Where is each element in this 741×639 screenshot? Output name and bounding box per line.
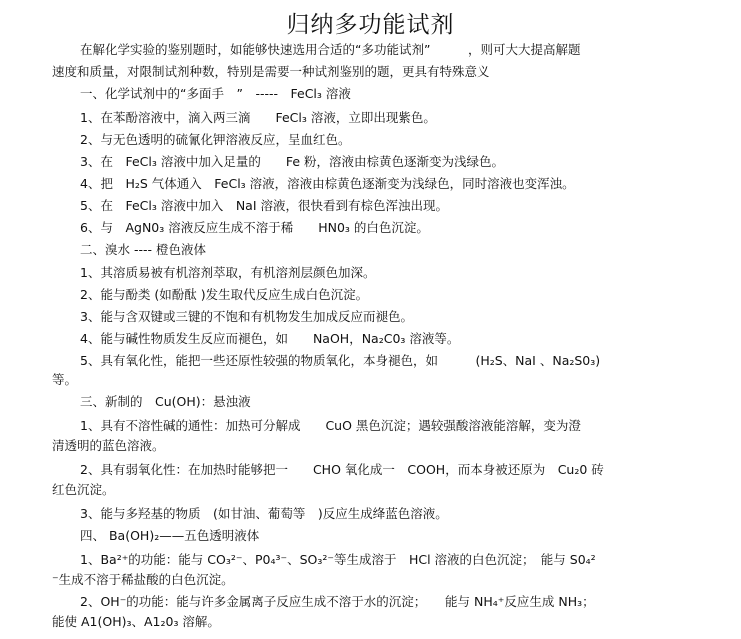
list-item: 2、能与酚类 (如酚酞 )发生取代反应生成白色沉淀。 [80, 287, 369, 302]
list-item: 2、OH⁻的功能：能与许多金属离子反应生成不溶于水的沉淀； 能与 NH₄⁺反应生成 NH₃； [80, 594, 595, 609]
section-heading-cu-oh: 三、新制的 Cu(OH)：悬浊液 [80, 394, 251, 409]
section-heading-bromine-water: 二、溴水 ---- 橙色液体 [80, 242, 206, 257]
list-item: 3、能与含双键或三键的不饱和有机物发生加成反应而褪色。 [80, 309, 413, 324]
list-item: 3、能与多羟基的物质 (如甘油、葡萄等 )反应生成绛蓝色溶液。 [80, 506, 448, 521]
list-item: 6、与 AgN0₃ 溶液反应生成不溶于稀 HN0₃ 的白色沉淀。 [80, 220, 429, 235]
list-item: 5、具有氧化性，能把一些还原性较强的物质氧化，本身褪色，如 (H₂S、NaI 、Na₂S0₃) [80, 353, 601, 368]
intro-line-1: 在解化学实验的鉴别题时，如能够快速选用合适的“多功能试剂” ，则可大大提高解题 [80, 42, 581, 57]
list-item-continuation: 红色沉淀。 [52, 482, 115, 497]
section-heading-fecl3: 一、化学试剂中的“多面手 ” ----- FeCl₃ 溶液 [80, 86, 351, 101]
list-item: 1、其溶质易被有机溶剂萃取，有机溶剂层颜色加深。 [80, 265, 376, 280]
list-item: 2、与无色透明的硫氰化钾溶液反应，呈血红色。 [80, 132, 351, 147]
list-item-continuation: ⁻生成不溶于稀盐酸的白色沉淀。 [52, 572, 234, 587]
list-item: 1、Ba²⁺的功能：能与 CO₃²⁻、P0₄³⁻、SO₃²⁻等生成溶于 HCl 溶液的白色沉淀； 能与 S0₄² [80, 552, 596, 567]
list-item: 4、能与碱性物质发生反应而褪色，如 NaOH，Na₂C0₃ 溶液等。 [80, 331, 460, 346]
list-item-continuation: 清透明的蓝色溶液。 [52, 438, 165, 453]
intro-line-2: 速度和质量，对限制试剂种数，特别是需要一种试剂鉴别的题，更具有特殊意义 [52, 64, 490, 79]
document-title: 归纳多功能试剂 [286, 12, 455, 38]
list-item: 5、在 FeCl₃ 溶液中加入 NaI 溶液，很快看到有棕色浑浊出现。 [80, 198, 449, 213]
list-item: 2、具有弱氧化性：在加热时能够把一 CHO 氧化成一 COOH，而本身被还原为 Cu₂0 砖 [80, 462, 604, 477]
list-item: 4、把 H₂S 气体通入 FeCl₃ 溶液，溶液由棕黄色逐渐变为浅绿色，同时溶液也变浑浊。 [80, 176, 575, 191]
list-item-continuation: 能使 A1(OH)₃、A1₂0₃ 溶解。 [52, 614, 220, 629]
list-item-continuation: 等。 [52, 372, 78, 387]
list-item: 3、在 FeCl₃ 溶液中加入足量的 Fe 粉，溶液由棕黄色逐渐变为浅绿色。 [80, 154, 505, 169]
list-item: 1、在苯酚溶液中，滴入两三滴 FeCl₃ 溶液，立即出现紫色。 [80, 110, 436, 125]
list-item: 1、具有不溶性碱的通性：加热可分解成 CuO 黑色沉淀；遇较强酸溶液能溶解，变为澄 [80, 418, 581, 433]
section-heading-ba-oh: 四、 Ba(OH)₂——五色透明液体 [80, 528, 260, 543]
